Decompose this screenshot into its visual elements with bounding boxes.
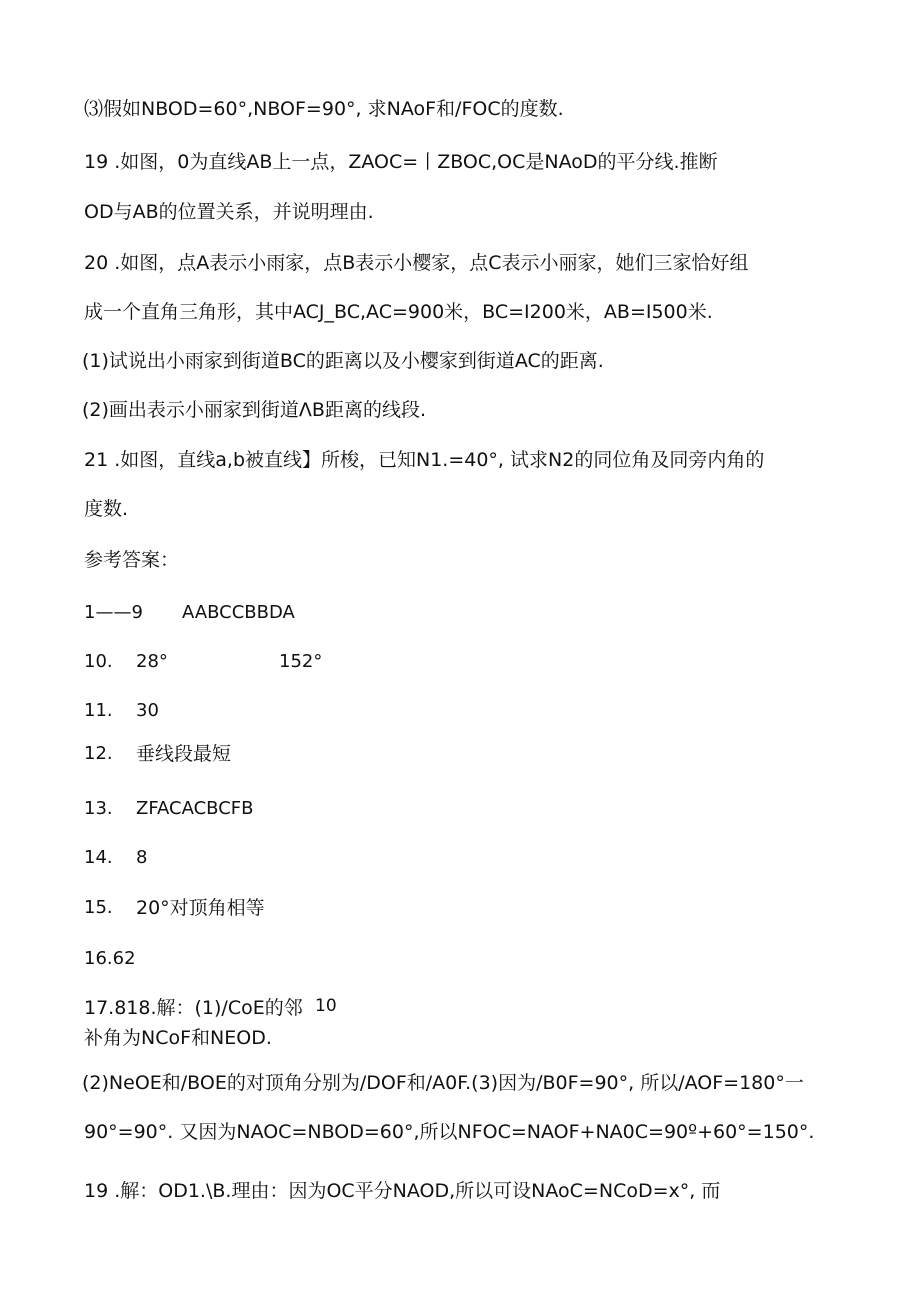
answer-12-value: 垂线段最短 <box>136 743 232 765</box>
question-21-line-1: 21 .如图，直线a,b被直线】所梭，已知N1.=40°, 试求N2的同位角及同旁内角的 <box>84 449 765 471</box>
answer-1-9-value: AABCCBBDA <box>182 602 295 623</box>
answers-heading: 参考答案： <box>84 549 180 571</box>
answer-13-number: 13. <box>84 798 113 819</box>
page-number: 10 <box>315 996 337 1016</box>
answer-14-value: 8 <box>136 847 148 868</box>
question-19-line-2: OD与AB的位置关系，并说明理由. <box>84 201 374 223</box>
answer-10-value-2: 152° <box>279 651 323 672</box>
answer-16: 16.62 <box>84 948 136 969</box>
answer-18-line-2: 90°=90°. 又因为NAOC=NBOD=60°,所以NFOC=NAOF+NA0C=90º+60°=150°. <box>84 1121 815 1143</box>
answer-10-value-1: 28° <box>136 651 168 672</box>
question-21-line-2: 度数. <box>84 498 129 520</box>
answer-15-number: 15. <box>84 897 113 918</box>
answer-11-value: 30 <box>136 700 159 721</box>
question-20-part-2: (2)画出表示小丽家到街道ΛB距离的线段. <box>82 399 426 421</box>
answer-17-line-1: 17.818.解：(1)/CoE的邻 <box>84 997 303 1019</box>
question-20-line-1: 20 .如图，点A表示小雨家，点B表示小樱家，点C表示小丽家，她们三家恰好组 <box>84 252 749 274</box>
answer-10-number: 10. <box>84 651 113 672</box>
question-20-line-2: 成一个直角三角形，其中ACJ_BC,AC=900米，BC=I200米，AB=I500米. <box>84 301 713 323</box>
answer-1-9-number: 1——9 <box>84 602 143 623</box>
question-18-part-3: ⑶假如NBOD=60°,NBOF=90°, 求NAoF和/FOC的度数. <box>84 98 564 120</box>
answer-13-value: ZFACACBCFB <box>136 798 254 819</box>
answer-12-number: 12. <box>84 743 113 764</box>
answer-14-number: 14. <box>84 847 113 868</box>
answer-17-line-2: 补角为NCoF和NEOD. <box>84 1027 272 1049</box>
answer-15-value: 20°对顶角相等 <box>136 897 265 919</box>
question-19-line-1: 19 .如图，0为直线AB上一点，ZAOC=丨ZBOC,OC是NAoD的平分线.推断 <box>84 151 718 173</box>
answer-19-line-1: 19 .解：OD1.\B.理由：因为OC平分NAOD,所以可设NAoC=NCoD=x°, 而 <box>84 1180 721 1202</box>
answer-18-line-1: (2)NeOE和/BOE的对顶角分别为/DOF和/A0F.(3)因为∕B0F=90°, 所以/AOF=180°一 <box>82 1072 804 1094</box>
question-20-part-1: (1)试说出小雨家到街道BC的距离以及小樱家到街道AC的距离. <box>82 350 604 372</box>
answer-11-number: 11. <box>84 700 113 721</box>
